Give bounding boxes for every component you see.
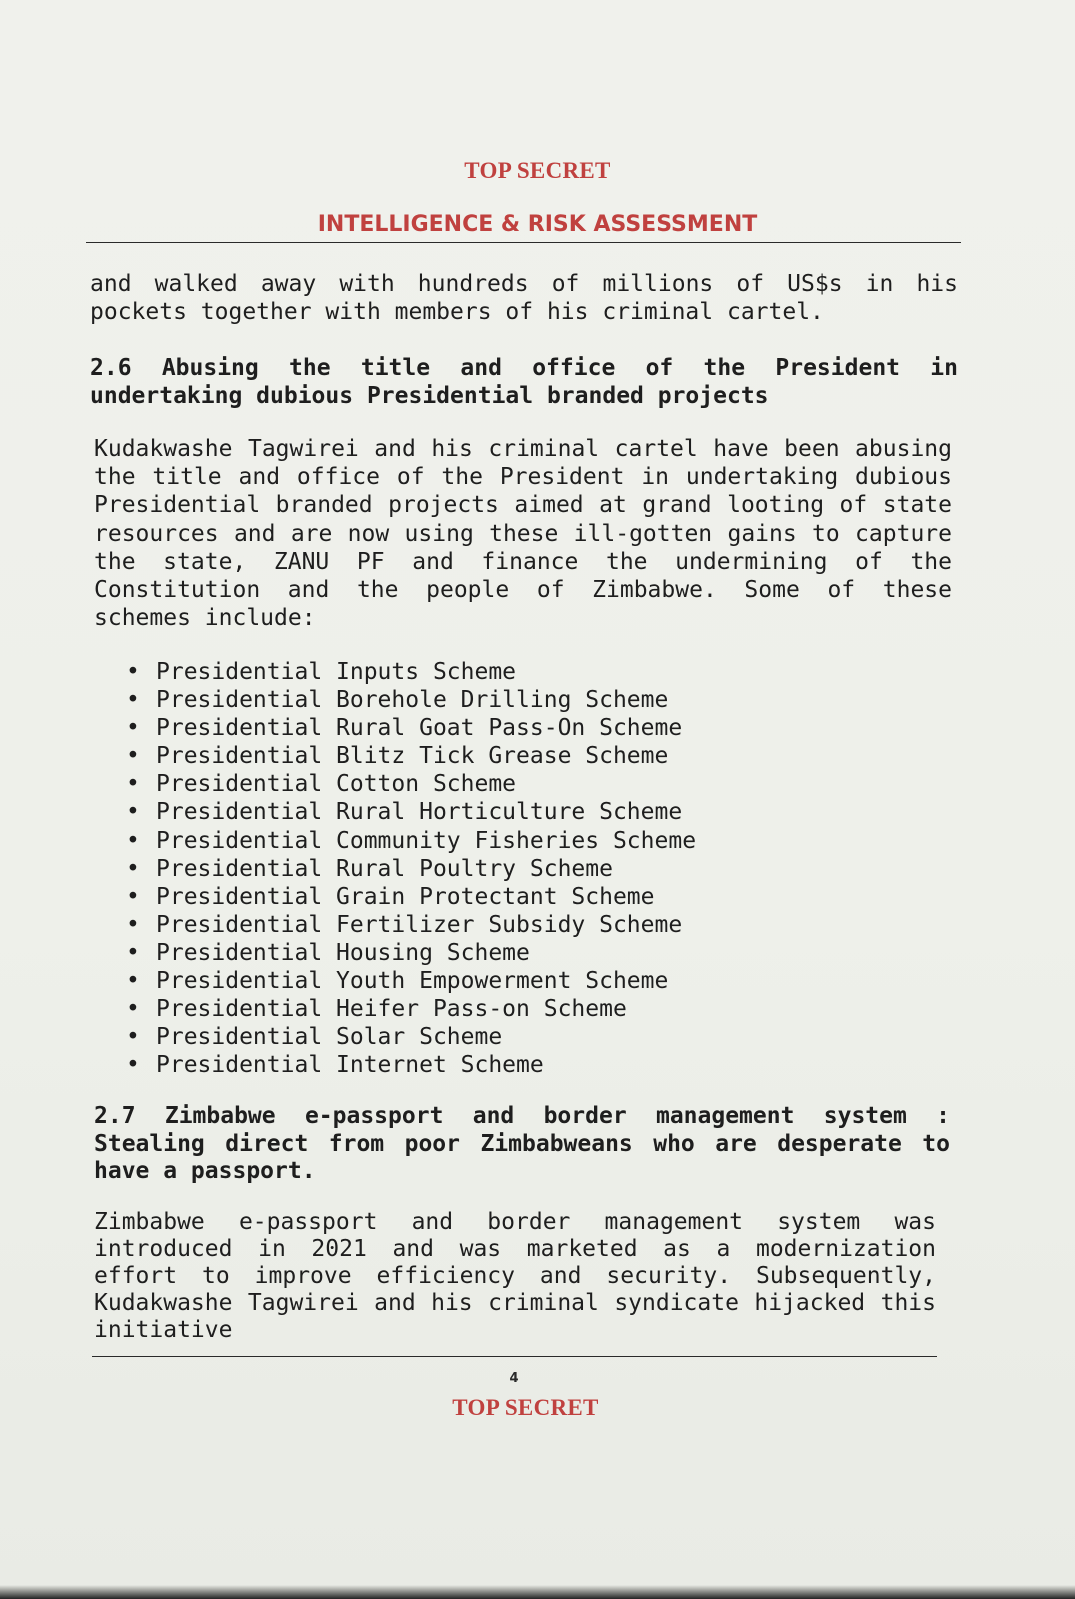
- scheme-label: Presidential Internet Scheme: [156, 1052, 544, 1079]
- bullet-icon: •: [126, 883, 140, 910]
- bullet-icon: •: [126, 659, 140, 685]
- scheme-label: Presidential Housing Scheme: [156, 939, 530, 966]
- list-item: [122, 883, 696, 911]
- scheme-label: Presidential Rural Poultry Scheme: [156, 855, 613, 882]
- bullet-icon: •: [126, 939, 140, 966]
- section-2-7-paragraph: Zimbabwe e-passport and border management system was introduced in 2021 and was marketed as a modernization effort to improve efficiency and security. Subsequently, Kudakwashe Tagwirei and his criminal syndicate hijacked this initiative: [94, 1209, 936, 1343]
- bullet-icon: •: [126, 968, 140, 995]
- bullet-icon: •: [126, 799, 140, 826]
- scheme-label: Presidential Community Fisheries Scheme: [156, 827, 697, 854]
- list-item: [122, 1023, 696, 1051]
- top-classification-marking: TOP SECRET: [464, 158, 611, 183]
- list-item: [122, 742, 696, 770]
- bullet-icon: •: [126, 687, 140, 714]
- list-item: [122, 995, 696, 1023]
- bullet-icon: •: [126, 1052, 140, 1079]
- scheme-label: Presidential Inputs Scheme: [156, 659, 517, 685]
- scheme-label: Presidential Heifer Pass-on Scheme: [156, 996, 627, 1023]
- scheme-label: Presidential Grain Protectant Scheme: [156, 883, 655, 910]
- list-item: [122, 798, 696, 826]
- list-item: [122, 714, 696, 742]
- bullet-icon: •: [126, 743, 140, 770]
- intro-paragraph: and walked away with hundreds of millions of US$s in his pockets together with members of his criminal cartel.: [90, 271, 958, 325]
- page-number: 4: [509, 1371, 519, 1386]
- bullet-icon: •: [126, 827, 140, 854]
- list-item: [122, 827, 696, 855]
- list-item: [122, 658, 696, 686]
- list-item: [122, 939, 696, 967]
- bullet-icon: •: [126, 911, 140, 938]
- bullet-icon: •: [126, 771, 140, 798]
- scheme-label: Presidential Borehole Drilling Scheme: [156, 687, 669, 714]
- section-2-6-paragraph: Kudakwashe Tagwirei and his criminal cartel have been abusing the title and office of the President in undertaking dubious Presidential branded projects aimed at grand looting of state resources and are now using these ill-gotten gains to capture the state, ZANU PF and finance the undermining of the Constitution and the people of Zimbabwe. Some of these schemes include:: [94, 436, 952, 632]
- footer-divider: [92, 1356, 937, 1357]
- list-item: [122, 967, 696, 995]
- section-2-6-heading: 2.6 Abusing the title and office of the President in undertaking dubious Presidential branded projects: [90, 355, 958, 409]
- scheme-label: Presidential Cotton Scheme: [156, 771, 517, 798]
- list-item: [122, 1051, 696, 1079]
- list-item: [122, 686, 696, 714]
- header-divider: [86, 242, 961, 243]
- scheme-label: Presidential Blitz Tick Grease Scheme: [156, 743, 669, 770]
- scheme-label: Presidential Rural Goat Pass-On Scheme: [156, 715, 683, 742]
- list-item: [122, 770, 696, 798]
- bullet-icon: •: [126, 715, 140, 742]
- scan-edge-shadow: [0, 1585, 1075, 1599]
- bottom-classification-marking: TOP SECRET: [452, 1395, 599, 1420]
- list-item: [122, 855, 696, 883]
- bullet-icon: •: [126, 855, 140, 882]
- bullet-icon: •: [126, 996, 140, 1023]
- scheme-label: Presidential Rural Horticulture Scheme: [156, 799, 683, 826]
- document-header-title: INTELLIGENCE & RISK ASSESSMENT: [317, 212, 758, 237]
- section-2-7-heading: 2.7 Zimbabwe e-passport and border management system : Stealing direct from poor Zimbabweans who are desperate to have a passport.: [94, 1103, 950, 1184]
- list-item: [122, 911, 696, 939]
- bullet-icon: •: [126, 1024, 140, 1051]
- schemes-list: [122, 658, 696, 1079]
- scheme-label: Presidential Youth Empowerment Scheme: [156, 968, 669, 995]
- scheme-label: Presidential Solar Scheme: [156, 1024, 503, 1051]
- scheme-label: Presidential Fertilizer Subsidy Scheme: [156, 911, 683, 938]
